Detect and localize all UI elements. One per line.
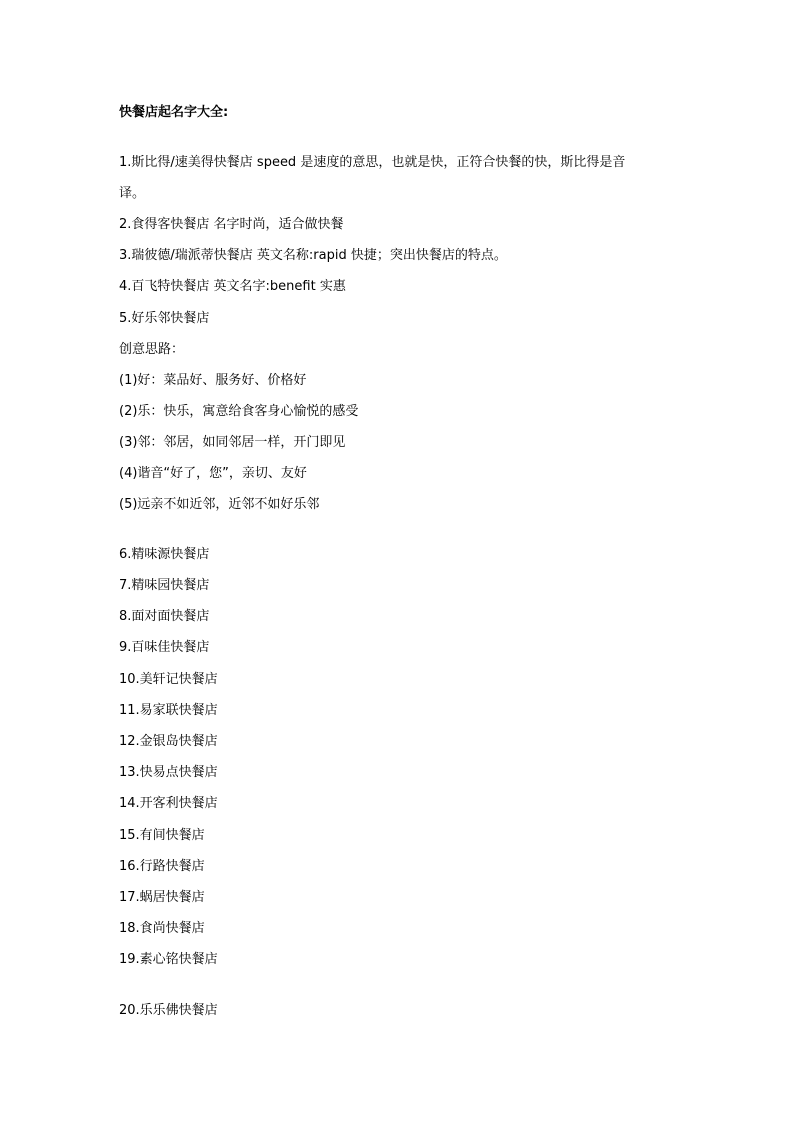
text-line-1: 1.斯比得/速美得快餐店 speed 是速度的意思，也就是快，正符合快餐的快，斯比得是音 (119, 155, 626, 170)
text-line-15: 8.面对面快餐店 (119, 609, 210, 624)
text-line-27: 20.乐乐佛快餐店 (119, 1003, 218, 1018)
text-line-5: 4.百飞特快餐店 英文名字:benefit 实惠 (119, 279, 346, 294)
text-line-23: 16.行路快餐店 (119, 859, 205, 874)
text-line-7: 创意思路： (119, 342, 185, 357)
text-line-6: 5.好乐邻快餐店 (119, 311, 210, 326)
text-line-13: 6.精味源快餐店 (119, 547, 210, 562)
document-title: 快餐店起名字大全: (119, 105, 229, 120)
text-line-24: 17.蜗居快餐店 (119, 890, 205, 905)
text-line-11: (4)谐音“好了，您”，亲切、友好 (119, 466, 307, 481)
text-line-18: 11.易家联快餐店 (119, 703, 218, 718)
text-line-25: 18.食尚快餐店 (119, 921, 205, 936)
text-line-4: 3.瑞彼德/瑞派蒂快餐店 英文名称:rapid 快捷；突出快餐店的特点。 (119, 248, 507, 263)
text-line-10: (3)邻：邻居，如同邻居一样，开门即见 (119, 435, 346, 450)
text-line-22: 15.有间快餐店 (119, 828, 205, 843)
text-line-12: (5)远亲不如近邻，近邻不如好乐邻 (119, 497, 320, 512)
text-line-3: 2.食得客快餐店 名字时尚，适合做快餐 (119, 217, 344, 232)
text-line-21: 14.开客利快餐店 (119, 796, 218, 811)
text-line-8: (1)好：菜品好、服务好、价格好 (119, 373, 307, 388)
text-line-17: 10.美轩记快餐店 (119, 672, 218, 687)
text-line-9: (2)乐：快乐，寓意给食客身心愉悦的感受 (119, 404, 359, 419)
text-line-2: 译。 (119, 186, 146, 201)
text-line-14: 7.精味园快餐店 (119, 578, 210, 593)
text-line-16: 9.百味佳快餐店 (119, 640, 210, 655)
text-line-26: 19.素心铭快餐店 (119, 952, 218, 967)
text-line-19: 12.金银岛快餐店 (119, 734, 218, 749)
text-line-20: 13.快易点快餐店 (119, 765, 218, 780)
